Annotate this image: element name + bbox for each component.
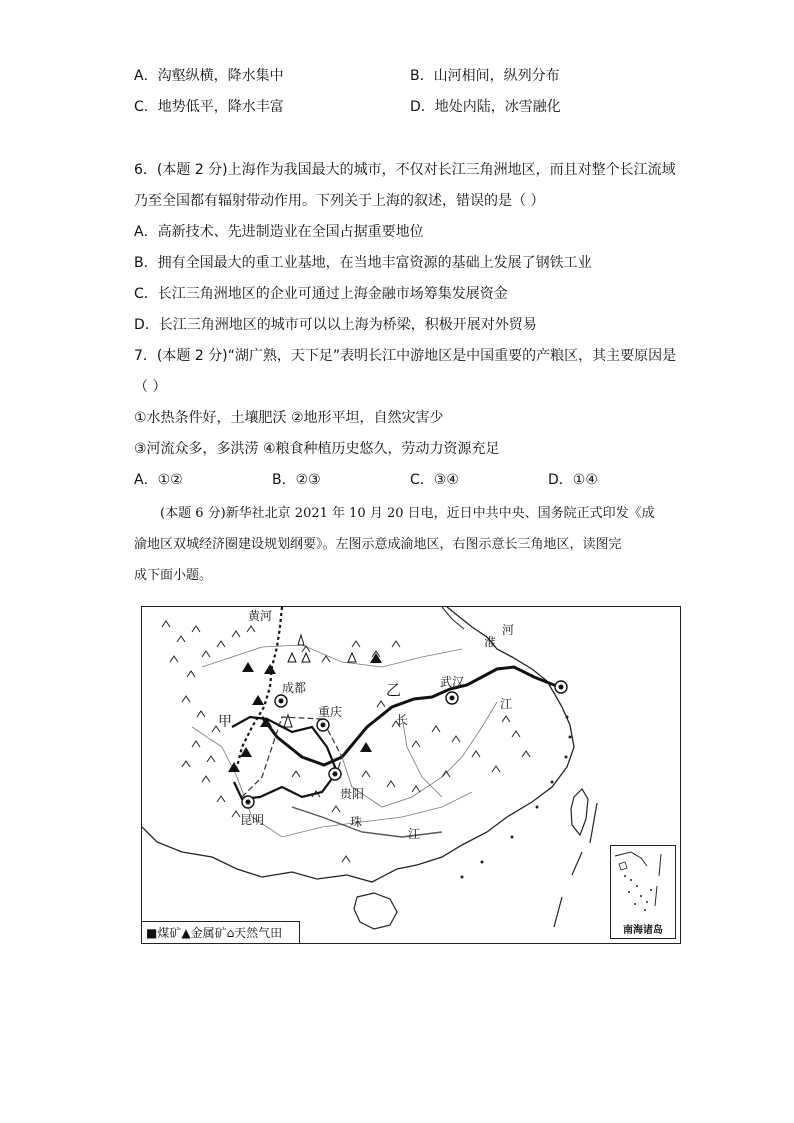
label-jia: 甲	[218, 714, 232, 730]
q5-option-b: B．山河相间，纵列分布	[410, 68, 560, 84]
label-huai: 淮	[484, 635, 497, 649]
label-kunming: 昆明	[240, 813, 265, 827]
taiwan-island	[571, 789, 588, 835]
label-guiyang: 贵阳	[340, 787, 365, 801]
q6-option-c: C．长江三角洲地区的企业可通过上海金融市场筹集发展资金	[134, 286, 508, 302]
label-he: 河	[502, 623, 515, 637]
dashed-boundary	[237, 607, 282, 767]
q5-option-c: C．地势低平，降水丰富	[134, 99, 284, 115]
q6-stem-line1: 6．(本题 2 分)上海作为我国最大的城市，不仅对长江三角洲地区，而且对整个长江流域	[134, 162, 676, 178]
q7-option-d: D．①④	[548, 472, 598, 488]
q7-option-c: C．③④	[410, 472, 459, 488]
map-drawing	[142, 607, 681, 944]
q7-stem-line2: （ ）	[134, 379, 167, 395]
south-china-sea-inset	[610, 845, 676, 939]
q6-option-b: B．拥有全国最大的重工业基地，在当地丰富资源的基础上发展了钢铁工业	[134, 255, 592, 271]
label-jiang-south: 江	[408, 827, 421, 841]
intro-line1: (本题 6 分)新华社北京 2021 年 10 月 20 日电，近日中共中央、国务院正式印发《成	[160, 506, 655, 521]
coastline	[142, 607, 574, 882]
q7-stem-line1: 7．(本题 2 分)“湖广熟，天下足”表明长江中游地区是中国重要的产粮区，其主要原因是	[134, 348, 677, 364]
q6-option-a: A．高新技术、先进制造业在全国占据重要地位	[134, 224, 424, 240]
map-figure	[141, 606, 681, 944]
label-yi: 乙	[386, 681, 402, 699]
q7-items-line2: ③河流众多，多洪涝 ④粮食种植历史悠久，劳动力资源充足	[134, 441, 500, 457]
q7-option-a: A．①②	[134, 472, 183, 488]
q6-stem-line2: 乃至全国都有辐射带动作用。下列关于上海的叙述，错误的是（ ）	[134, 193, 545, 209]
label-zhu: 珠	[350, 815, 363, 829]
map-legend: ■煤矿▲金属矿⌂天然气田	[142, 921, 300, 943]
q5-option-d: D．地处内陆，冰雪融化	[410, 99, 561, 115]
label-chang: 长	[396, 713, 409, 727]
q7-items-line1: ①水热条件好，土壤肥沃 ②地形平坦，自然灾害少	[134, 410, 444, 426]
intro-line3: 成下面小题。	[134, 568, 213, 583]
metal-mine-markers	[228, 653, 382, 772]
yangtze-river	[262, 667, 562, 765]
label-jiang-east: 江	[500, 697, 513, 711]
inset-label: 南海诸岛	[623, 925, 663, 936]
label-chengdu: 成都	[282, 681, 307, 695]
city-markers	[242, 681, 567, 808]
label-yellow-river: 黄河	[248, 609, 273, 623]
q7-option-b: B．②③	[272, 472, 321, 488]
q5-option-a: A．沟壑纵横，降水集中	[134, 68, 284, 84]
hainan-island	[354, 893, 397, 929]
label-wuhan: 武汉	[440, 675, 465, 689]
intro-line2: 渝地区双城经济圈建设规划纲要》。左图示意成渝地区，右图示意长三角地区，读图完	[134, 537, 622, 552]
q6-option-d: D．长江三角洲地区的城市可以以上海为桥梁，积极开展对外贸易	[134, 317, 537, 333]
label-chongqing: 重庆	[318, 705, 343, 719]
